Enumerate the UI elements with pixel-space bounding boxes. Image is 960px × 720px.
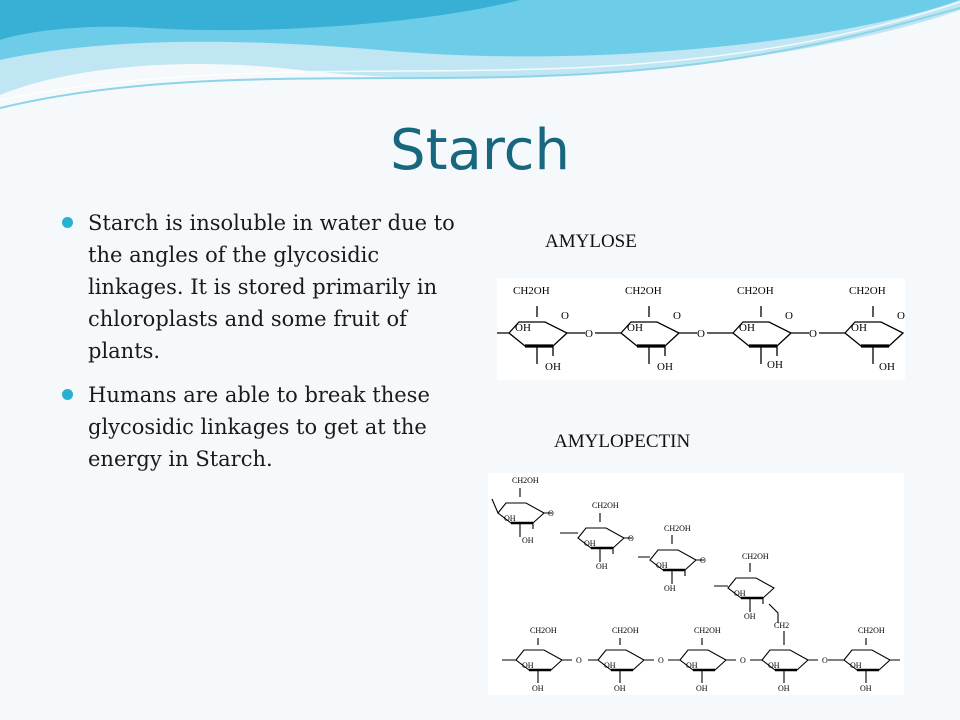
header-wave-decoration	[0, 0, 960, 130]
oh-label: OH	[522, 661, 534, 670]
oh-label: OH	[744, 612, 756, 621]
bullet-item	[60, 207, 472, 367]
ch2-label: CH2	[774, 621, 790, 630]
ch2oh-label: CH2OH	[592, 501, 619, 510]
oh-label: OH	[850, 661, 862, 670]
oh-label: OH	[532, 684, 544, 693]
oh-label: OH	[686, 661, 698, 670]
ring-oxygen-label: O	[897, 310, 905, 322]
amylose-label: AMYLOSE	[545, 231, 637, 252]
bullet-dot-icon	[62, 217, 73, 228]
linkage-oxygen-label: O	[809, 328, 817, 340]
bullet-item	[60, 379, 472, 475]
bullet-text: Humans are able to break these glycosidic linkages to get at the energy in Starch.	[88, 383, 430, 471]
ch2oh-label: CH2OH	[612, 626, 639, 635]
oh-label: OH	[734, 589, 746, 598]
slide-title: Starch	[390, 118, 570, 183]
oh-label: OH	[656, 561, 668, 570]
linkage-oxygen-label: O	[576, 656, 582, 665]
amylopectin-diagram	[488, 473, 904, 695]
ch2oh-label: CH2OH	[625, 285, 662, 297]
linkage-oxygen-label: O	[585, 328, 593, 340]
oh-label: OH	[596, 562, 608, 571]
ch2oh-label: CH2OH	[694, 626, 721, 635]
oh-label: OH	[584, 539, 596, 548]
linkage-oxygen-label: O	[628, 534, 634, 543]
ch2oh-label: CH2OH	[742, 552, 769, 561]
oh-label: OH	[879, 361, 895, 373]
amylopectin-structure	[488, 473, 904, 695]
oh-label: OH	[696, 684, 708, 693]
bullet-text: Starch is insoluble in water due to the angles of the glycosidic linkages. It is stored primarily in chloroplasts and some fruit of plants.	[88, 211, 455, 363]
ch2oh-label: CH2OH	[858, 626, 885, 635]
oh-label: OH	[657, 361, 673, 373]
oh-label: OH	[768, 661, 780, 670]
ch2oh-label: CH2OH	[513, 285, 550, 297]
amylose-structure	[497, 278, 905, 380]
oh-label: OH	[767, 359, 783, 371]
bullet-dot-icon	[62, 389, 73, 400]
amylose-diagram	[497, 278, 905, 380]
ch2oh-label: CH2OH	[849, 285, 886, 297]
linkage-oxygen-label: O	[822, 656, 828, 665]
oh-label: OH	[664, 584, 676, 593]
linkage-oxygen-label: O	[548, 509, 554, 518]
amylopectin-label: AMYLOPECTIN	[554, 431, 691, 452]
oh-label: OH	[604, 661, 616, 670]
oh-label: OH	[860, 684, 872, 693]
oh-label: OH	[851, 322, 867, 334]
oh-label: OH	[504, 514, 516, 523]
oh-label: OH	[627, 322, 643, 334]
oh-label: OH	[614, 684, 626, 693]
ring-oxygen-label: O	[785, 310, 793, 322]
oh-label: OH	[522, 536, 534, 545]
ring-oxygen-label: O	[561, 310, 569, 322]
linkage-oxygen-label: O	[697, 328, 705, 340]
linkage-oxygen-label: O	[658, 656, 664, 665]
oh-label: OH	[739, 322, 755, 334]
ch2oh-label: CH2OH	[530, 626, 557, 635]
linkage-oxygen-label: O	[740, 656, 746, 665]
ch2oh-label: CH2OH	[737, 285, 774, 297]
ring-oxygen-label: O	[673, 310, 681, 322]
oh-label: OH	[545, 361, 561, 373]
bullet-list	[60, 207, 472, 487]
oh-label: OH	[515, 322, 531, 334]
ch2oh-label: CH2OH	[664, 524, 691, 533]
ch2oh-label: CH2OH	[512, 476, 539, 485]
oh-label: OH	[778, 684, 790, 693]
linkage-oxygen-label: O	[700, 556, 706, 565]
